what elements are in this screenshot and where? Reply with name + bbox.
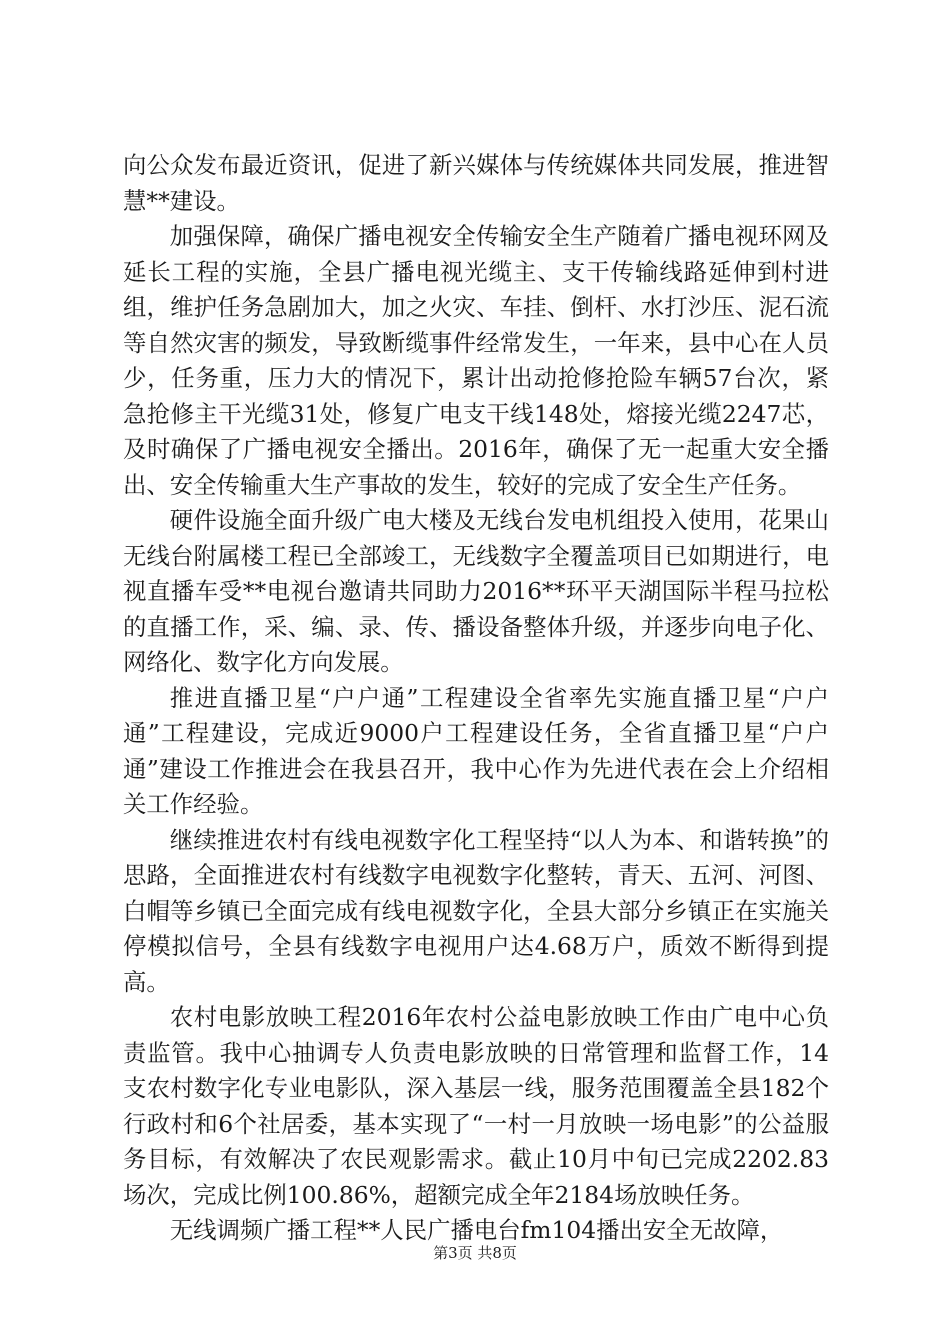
document-body [123,148,829,1249]
paragraph: 继续推进农村有线电视数字化工程坚持“以人为本、和谐转换”的思路，全面推进农村有线数字电视数字化整转，青天、五河、河图、白帽等乡镇已全面完成有线电视数字化，全县大部分乡镇正在实施关停模拟信号，全县有线数字电视用户达4.68万户，质效不断得到提高。 [123,825,829,996]
page-number-footer: 第3页 共8页 [433,1244,517,1262]
paragraph: 加强保障，确保广播电视安全传输安全生产随着广播电视环网及延长工程的实施，全县广播电视光缆主、支干传输线路延伸到村进组，维护任务急剧加大，加之火灾、车挂、倒杆、水打沙压、泥石流等自然灾害的频发，导致断缆事件经常发生，一年来，县中心在人员少，任务重，压力大的情况下，累计出动抢修抢险车辆57台次，紧急抢修主干光缆31处，修复广电支干线148处，熔接光缆2247芯，及时确保了广播电视安全播出。2016年，确保了无一起重大安全播出、安全传输重大生产事故的发生，较好的完成了安全生产任务。 [123,222,829,499]
paragraph: 推进直播卫星“户户通”工程建设全省率先实施直播卫星“户户通”工程建设，完成近9000户工程建设任务，全省直播卫星“户户通”建设工作推进会在我县召开，我中心作为先进代表在会上介绍相关工作经验。 [123,683,829,818]
paragraph: 无线调频广播工程**人民广播电台fm104播出安全无故障， [169,1216,784,1244]
paragraph: 向公众发布最近资讯，促进了新兴媒体与传统媒体共同发展，推进智慧**建设。 [123,151,829,215]
paragraph: 硬件设施全面升级广电大楼及无线台发电机组投入使用，花果山无线台附属楼工程已全部竣工，无线数字全覆盖项目已如期进行，电视直播车受**电视台邀请共同助力2016**环平天湖国际半程马拉松的直播工作，采、编、录、传、播设备整体升级，并逐步向电子化、网络化、数字化方向发展。 [123,506,829,676]
paragraph: 农村电影放映工程2016年农村公益电影放映工作由广电中心负责监管。我中心抽调专人负责电影放映的日常管理和监督工作，14支农村数字化专业电影队，深入基层一线，服务范围覆盖全县182个行政村和6个社居委，基本实现了“一村一月放映一场电影”的公益服务目标，有效解决了农民观影需求。截止10月中旬已完成2202.83场次，完成比例100.86%，超额完成全年2184场放映任务。 [123,1003,829,1209]
